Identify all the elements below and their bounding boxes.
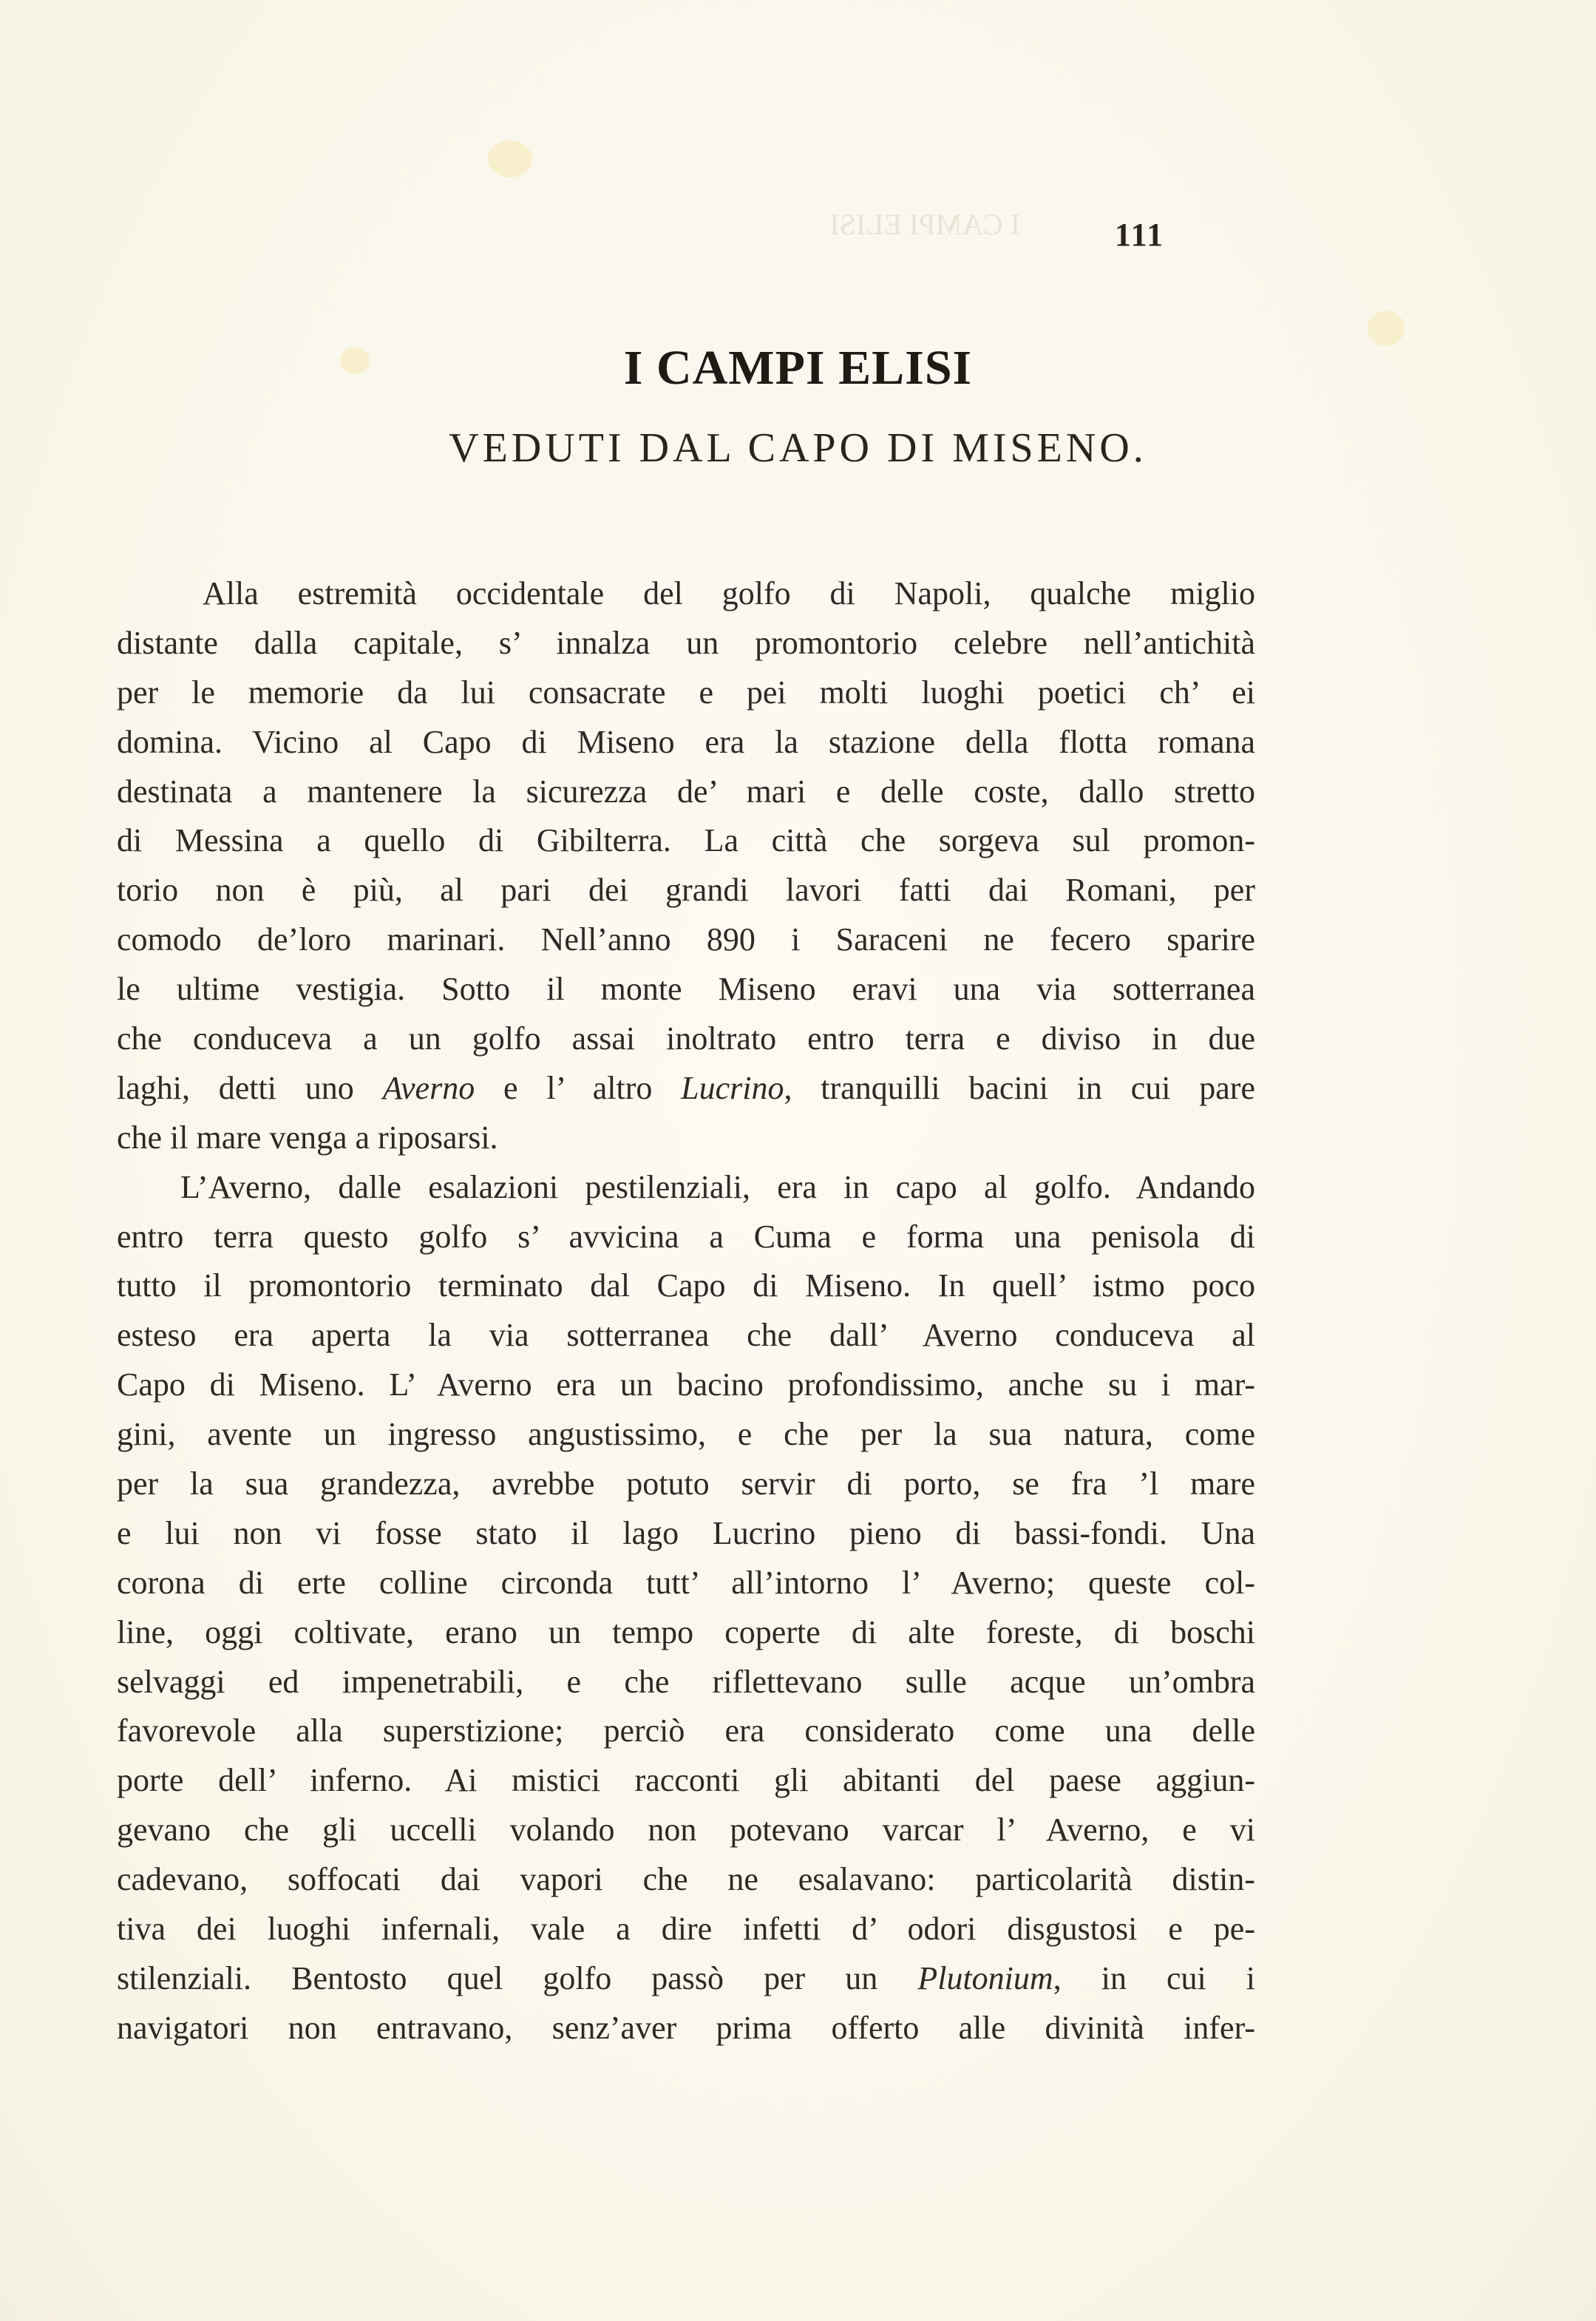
text-line: Capo di Miseno. L’ Averno era un bacino profondissimo, anche su i mar- — [117, 1366, 1255, 1403]
text-line: selvaggi ed impenetrabili, e che riflettevano sulle acque un’ombra — [117, 1663, 1255, 1700]
text-fragment: e l’ altro — [475, 1069, 682, 1106]
text-line: entro terra questo golfo s’ avvicina a Cuma e forma una penisola di — [117, 1218, 1255, 1255]
text-line: navigatori non entravano, senz’aver prima offerto alle divinità infer- — [117, 2009, 1255, 2046]
text-line: e lui non vi fosse stato il lago Lucrino pieno di bassi-fondi. Una — [117, 1514, 1255, 1551]
text-line: gini, avente un ingresso angustissimo, e che per la sua natura, come — [117, 1416, 1255, 1453]
body-text — [117, 569, 1255, 2053]
page-subtitle: VEDUTI DAL CAPO DI MISENO. — [449, 425, 1147, 471]
text-fragment: laghi, detti uno — [117, 1069, 383, 1106]
text-line: Alla estremità occidentale del golfo di Napoli, qualche miglio — [203, 575, 1255, 611]
text-line: per la sua grandezza, avrebbe potuto servir di porto, se fra ’l mare — [117, 1466, 1255, 1502]
text-line — [117, 1954, 1255, 2004]
italic-term-averno: Averno — [382, 1069, 475, 1106]
text-line — [117, 1064, 1255, 1114]
text-fragment: stilenziali. Bentosto quel golfo passò per un — [117, 1959, 918, 1996]
page-title: I CAMPI ELISI — [623, 341, 973, 395]
italic-term-plutonium: Plutonium — [917, 1959, 1053, 1996]
text-line: esteso era aperta la via sotterranea che dall’ Averno conduceva al — [117, 1317, 1255, 1354]
text-line: line, oggi coltivate, erano un tempo coperte di alte foreste, di boschi — [117, 1613, 1255, 1650]
text-line: domina. Vicino al Capo di Miseno era la stazione della flotta romana — [117, 723, 1255, 760]
text-line: destinata a mantenere la sicurezza de’ mari e delle coste, dallo stretto — [117, 773, 1255, 810]
paper-stain — [488, 140, 532, 177]
italic-term-lucrino: Lucrino — [681, 1069, 784, 1106]
text-line: distante dalla capitale, s’ innalza un promontorio celebre nell’antichità — [117, 624, 1255, 661]
text-line: che conduceva a un golfo assai inoltrato entro terra e diviso in due — [117, 1020, 1255, 1057]
text-line: tutto il promontorio terminato dal Capo di Miseno. In quell’ istmo poco — [117, 1267, 1255, 1304]
text-line: favorevole alla superstizione; perciò era considerato come una delle — [117, 1712, 1255, 1749]
text-line: che il mare venga a riposarsi. — [117, 1119, 498, 1156]
text-line: comodo de’loro marinari. Nell’anno 890 i Saraceni ne fecero sparire — [117, 921, 1255, 958]
page-number: 111 — [1115, 217, 1165, 253]
text-line: torio non è più, al pari dei grandi lavori fatti dai Romani, per — [117, 872, 1255, 909]
text-line: L’Averno, dalle esalazioni pestilenziali, era in capo al golfo. Andando — [180, 1168, 1255, 1205]
text-line: gevano che gli uccelli volando non potevano varcar l’ Averno, e vi — [117, 1812, 1255, 1849]
text-line: porte dell’ inferno. Ai mistici racconti gli abitanti del paese aggiun- — [117, 1762, 1255, 1799]
text-line: cadevano, soffocati dai vapori che ne esalavano: particolarità distin- — [117, 1861, 1255, 1898]
text-fragment: , in cui i — [1053, 1959, 1255, 1996]
text-line: per le memorie da lui consacrate e pei molti luoghi poetici ch’ ei — [117, 674, 1255, 711]
bleed-through-text: I CAMPI ELISI — [829, 208, 1020, 241]
text-line: corona di erte colline circonda tutt’ all’intorno l’ Averno; queste col- — [117, 1564, 1255, 1601]
text-fragment: , tranquilli bacini in cui pare — [784, 1069, 1255, 1106]
text-line: le ultime vestigia. Sotto il monte Miseno eravi una via sotterranea — [117, 971, 1255, 1008]
text-line: tiva dei luoghi infernali, vale a dire infetti d’ odori disgustosi e pe- — [117, 1911, 1255, 1948]
text-line: di Messina a quello di Gibilterra. La città che sorgeva sul promon- — [117, 822, 1255, 859]
